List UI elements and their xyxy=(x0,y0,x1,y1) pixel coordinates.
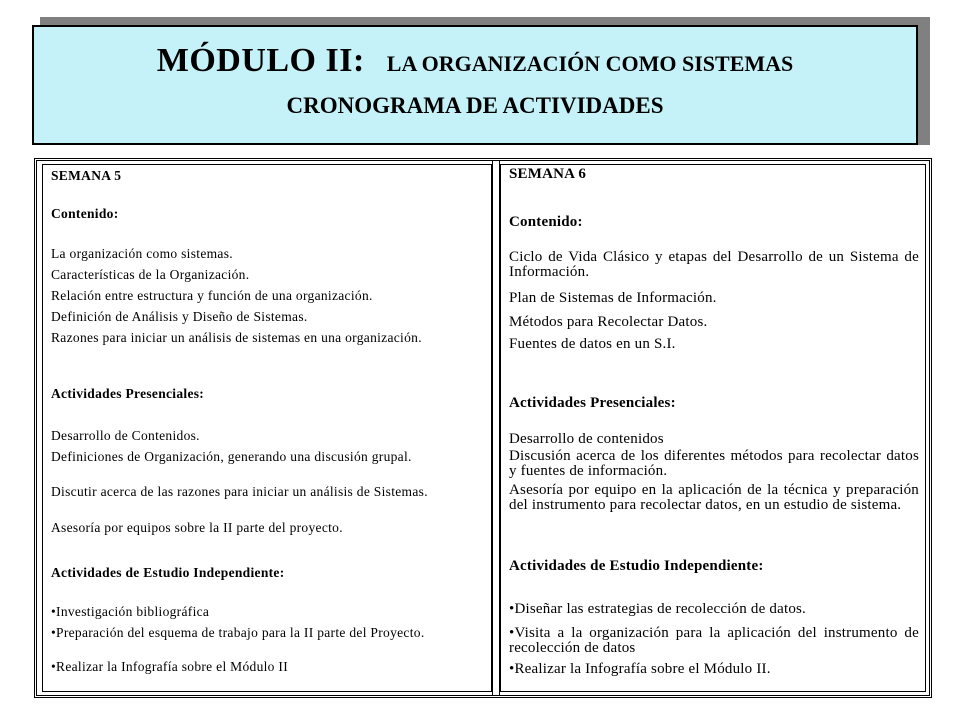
week-6-content-item: Métodos para Recolectar Datos. xyxy=(509,314,708,330)
week-6-independiente-item: •Diseñar las estrategias de recolección de datos. xyxy=(509,601,807,617)
week-6-heading: SEMANA 6 xyxy=(509,166,587,182)
week-6-presencial-item: Desarrollo de contenidos xyxy=(509,431,664,447)
week-5-column xyxy=(42,164,492,692)
week-6-column xyxy=(500,164,926,692)
week-5-content-item: Relación entre estructura y función de una organización. xyxy=(51,288,373,303)
week-5-presencial-item: Definiciones de Organización, generando una discusión grupal. xyxy=(51,449,412,464)
week-5-independiente-label: Actividades de Estudio Independiente: xyxy=(51,565,285,580)
week-6-presencial-item: Discusión acerca de los diferentes métodos para recolectar datos y fuentes de información. xyxy=(509,448,919,479)
week-5-independiente-item: •Investigación bibliográfica xyxy=(51,604,210,619)
schedule-title: CRONOGRAMA DE ACTIVIDADES xyxy=(286,93,664,118)
week-6-content-item: Ciclo de Vida Clásico y etapas del Desarrollo de un Sistema de Información. xyxy=(509,249,919,280)
week-5-content-item: Características de la Organización. xyxy=(51,267,250,282)
week-6-content-label: Contenido: xyxy=(509,214,583,230)
week-5-presencial-label: Actividades Presenciales: xyxy=(51,386,205,401)
week-6-content-item: Plan de Sistemas de Información. xyxy=(509,290,717,306)
week-6-independiente-label: Actividades de Estudio Independiente: xyxy=(509,558,764,574)
week-6-independiente-item: •Realizar la Infografía sobre el Módulo II. xyxy=(509,661,771,677)
week-5-content-item: Definición de Análisis y Diseño de Sistemas. xyxy=(51,309,308,324)
week-5-independiente-item: •Preparación del esquema de trabajo para la II parte del Proyecto. xyxy=(51,625,425,640)
title-line-1 xyxy=(34,41,916,87)
week-5-presencial-item: Asesoría por equipos sobre la II parte del proyecto. xyxy=(51,520,343,535)
module-subtitle: LA ORGANIZACIÓN COMO SISTEMAS xyxy=(386,51,794,76)
week-5-content-item: La organización como sistemas. xyxy=(51,246,233,261)
week-5-content-label: Contenido: xyxy=(51,206,119,221)
week-5-heading: SEMANA 5 xyxy=(51,168,122,183)
week-6-presencial-item: Asesoría por equipo en la aplicación de la técnica y preparación del instrumento para recolectar datos, en un estudio de sistema. xyxy=(509,482,919,513)
week-5-presencial-item: Discutir acerca de las razones para iniciar un análisis de Sistemas. xyxy=(51,484,428,499)
week-6-independiente-item: •Visita a la organización para la aplicación del instrumento de recolección de datos xyxy=(509,625,919,656)
week-6-presencial-label: Actividades Presenciales: xyxy=(509,395,676,411)
column-divider xyxy=(492,160,500,696)
title-banner xyxy=(32,25,918,145)
week-6-content-item: Fuentes de datos en un S.I. xyxy=(509,336,676,352)
module-title: MÓDULO II: xyxy=(156,42,365,79)
week-5-content-item: Razones para iniciar un análisis de sistemas en una organización. xyxy=(51,330,422,345)
week-5-independiente-item: •Realizar la Infografía sobre el Módulo II xyxy=(51,659,288,674)
week-5-presencial-item: Desarrollo de Contenidos. xyxy=(51,428,200,443)
